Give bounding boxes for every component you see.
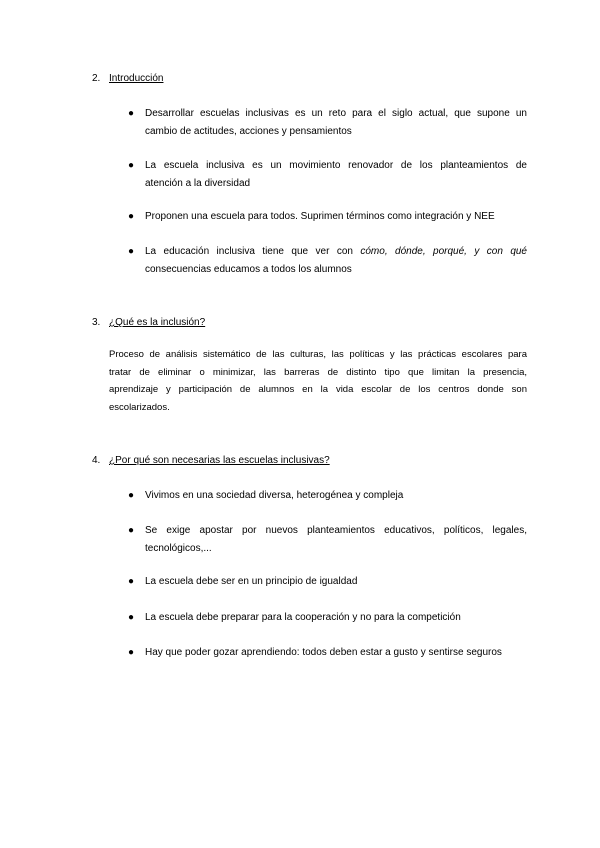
section-title: ¿Qué es la inclusión?	[109, 317, 206, 328]
paragraph-line: aprendizaje y participación de alumnos en la vida escolar de los centros donde son	[109, 384, 527, 395]
section-title: Introducción	[109, 73, 164, 84]
bullet-text-segment: La educación inclusiva tiene que ver con	[145, 246, 361, 257]
bullet-text-line: Hay que poder gozar aprendiendo: todos deben estar a gusto y sentirse seguros	[145, 647, 502, 658]
bullet-text-line: La escuela inclusiva es un movimiento renovador de los planteamientos de	[145, 160, 527, 171]
bullet-icon: ●	[128, 246, 135, 257]
bullet-icon: ●	[128, 525, 135, 536]
bullet-text-line: La escuela debe ser en un principio de igualdad	[145, 576, 358, 587]
bullet-text-line: Proponen una escuela para todos. Suprimen términos como integración y NEE	[145, 211, 495, 222]
paragraph-line: tratar de eliminar o minimizar, las barreras de distinto tipo que limitan la presencia,	[109, 366, 527, 378]
bullet-text-line: atención a la diversidad	[145, 178, 251, 189]
paragraph-line: Proceso de análisis sistemático de las culturas, las políticas y las prácticas escolares para	[109, 349, 527, 360]
bullet-icon: ●	[128, 576, 135, 587]
definition-paragraph	[109, 346, 527, 416]
section-title: ¿Por qué son necesarias las escuelas inclusivas?	[109, 455, 330, 466]
section-4-heading	[92, 455, 330, 467]
bullet-icon: ●	[128, 647, 135, 658]
paragraph-line: escolarizados.	[109, 401, 170, 413]
bullet-text-line: consecuencias educamos a todos los alumnos	[145, 264, 352, 275]
section-number: 2.	[92, 73, 101, 84]
bullet-text-line: Se exige apostar por nuevos planteamientos educativos, políticos, legales,	[145, 525, 527, 536]
bullet-text-line	[145, 246, 527, 264]
section-number: 3.	[92, 317, 101, 328]
bullet-text-line: La escuela debe preparar para la cooperación y no para la competición	[145, 612, 461, 623]
bullet-text-line: Desarrollar escuelas inclusivas es un reto para el siglo actual, que supone un	[145, 108, 527, 119]
bullet-text-emphasis: cómo, dónde, porqué, y con qué	[360, 246, 527, 257]
bullet-text-line: tecnológicos,...	[145, 543, 212, 554]
bullet-icon: ●	[128, 490, 135, 501]
bullet-icon: ●	[128, 612, 135, 623]
section-2-heading	[92, 73, 163, 85]
section-3-heading	[92, 317, 205, 329]
bullet-text-line: Vivimos en una sociedad diversa, heterogénea y compleja	[145, 490, 404, 501]
bullet-icon: ●	[128, 108, 135, 119]
section-number: 4.	[92, 455, 101, 466]
bullet-text-line: cambio de actitudes, acciones y pensamientos	[145, 126, 352, 137]
bullet-icon: ●	[128, 211, 135, 222]
bullet-icon: ●	[128, 160, 135, 171]
